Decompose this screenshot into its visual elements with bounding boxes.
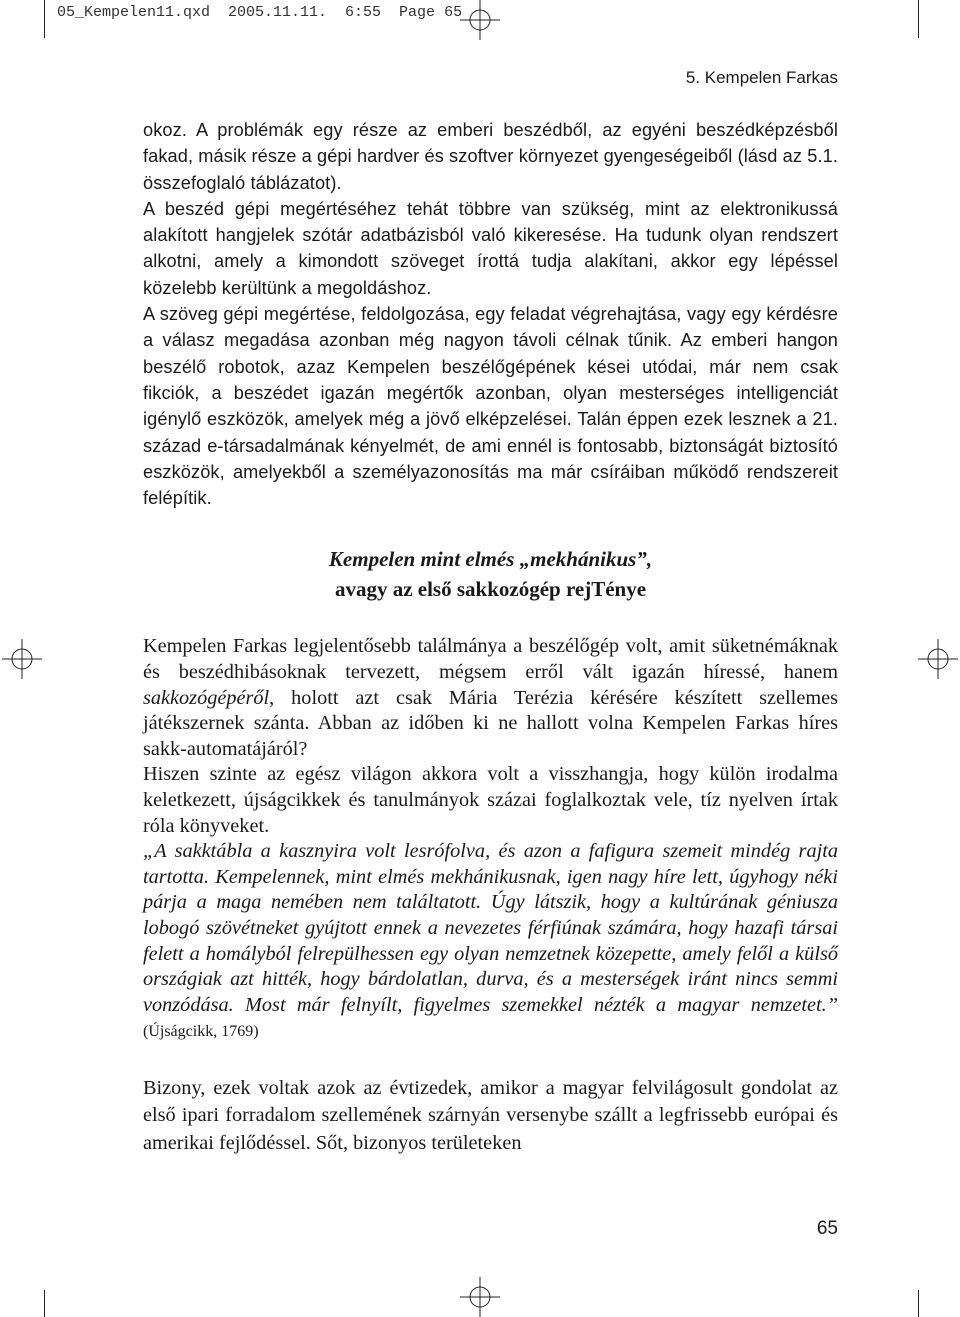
crop-mark-bottom-left bbox=[44, 1290, 45, 1317]
section-heading-line-2: avagy az első sakkozógép rejTénye bbox=[334, 577, 647, 602]
body-text: , holott azt csak Mária Terézia kérésére készített szellemes játékszernek szánta. Abban az időben ki ne hallott volna Kempelen Farkas híres sakk-automatájáról? bbox=[143, 686, 838, 760]
body-paragraph: Bizony, ezek voltak azok az évtizedek, amikor a magyar felvilágosult gondolat az első ipari forradalom szellemének szárnyán versenybe szállt a legfrissebb európai és amerikai fejlődéssel. Sőt, bizonyos területeken bbox=[143, 1076, 838, 1154]
slug-line: 05_Kempelen11.qxd 2005.11.11. 6:55 Page 65 bbox=[57, 4, 463, 21]
closing-section bbox=[143, 1075, 838, 1158]
body-section bbox=[143, 634, 838, 1045]
section-heading bbox=[143, 544, 838, 604]
registration-mark-top bbox=[460, 0, 500, 40]
emphasis-text: sakkozógépéről bbox=[143, 686, 270, 709]
quote-text: „A sakktábla a kasznyira volt lesrófolva, és azon a fafigura szemeit mindég rajta tartotta. Kempelennek, mint elmés mekhánikusnak, igen nagy híre lett, úgyhogy néki párja a maga nemében nem találtatott. Úgy látszik, hogy a kultúrának géniusza lobogó szövétneket gyújtott ennek a nevezetes férfiúnak számára, hogy hazafi társai felett a homályból felrepülhessen egy olyan nemzetnek közepette, amely felől a külső országiak azt hitték, hogy bárdolatlan, durva, és a mesterségek iránt nincs semmi vonzódása. Most már felnyílt, figyelmes szemekkel nézték a magyar nemzetet.” bbox=[143, 840, 838, 1016]
registration-mark-bottom bbox=[460, 1277, 500, 1317]
block-quote bbox=[143, 839, 838, 1045]
page-content bbox=[143, 117, 838, 1157]
intro-paragraph: okoz. A problémák egy része az emberi beszédből, az egyéni beszédképzésből fakad, másik része a gépi hardver és szoftver környezet gyengeségeiből (lásd az 5.1. összefoglaló táblázatot). bbox=[143, 120, 838, 193]
running-head: 5. Kempelen Farkas bbox=[685, 68, 838, 87]
body-text: Kempelen Farkas legjelentősebb találmánya a beszélőgép volt, amit süketnémáknak és beszédhibásoknak tervezett, mégsem erről vált igazán híressé, hanem bbox=[143, 635, 838, 684]
crop-mark-bottom-right bbox=[918, 1290, 919, 1317]
registration-mark-right bbox=[918, 639, 958, 679]
intro-paragraph: A beszéd gépi megértéséhez tehát többre van szükség, mint az elektronikussá alakított hangjelek szótár adatbázisból való kikeresése. Ha tudunk olyan rendszert alkotni, amely a kimondott szöveget írottá tudja alakítani, akkor egy lépéssel közelebb kerültünk a megoldáshoz. bbox=[143, 198, 838, 298]
crop-mark-top-left bbox=[44, 0, 45, 38]
page-number: 65 bbox=[816, 1218, 838, 1239]
section-heading-line-1: Kempelen mint elmés „mekhánikus”, bbox=[328, 547, 653, 572]
body-paragraph: Hiszen szinte az egész világon akkora volt a visszhangja, hogy külön irodalma keletkezett, újságcikkek és tanulmányok százai foglalkoztak vele, tíz nyelven írtak róla könyveket. bbox=[143, 763, 838, 837]
registration-mark-left bbox=[2, 639, 42, 679]
body-paragraph bbox=[143, 634, 838, 762]
quote-source: (Újságcikk, 1769) bbox=[143, 1023, 259, 1041]
crop-mark-top-right bbox=[918, 0, 919, 38]
intro-paragraph: A szöveg gépi megértése, feldolgozása, egy feladat végrehajtása, vagy egy kérdésre a válasz megadása azonban még nagyon távoli célnak tűnik. Az emberi hangon beszélő robotok, azaz Kempelen beszélőgépének kései utódai, már nem csak fikciók, a beszédet igazán megértők azonban, olyan mesterséges intelligenciát igénylő eszközök, amelyek még a jövő elképzelései. Talán éppen ezek lesznek a 21. század e-társadalmának kényelmét, de ami ennél is fontosabb, biztonságát biztosító eszközök, amelyekből a személyazonosítás ma már csíráiban működő rendszereit felépítik. bbox=[143, 304, 838, 509]
intro-section bbox=[143, 117, 838, 511]
